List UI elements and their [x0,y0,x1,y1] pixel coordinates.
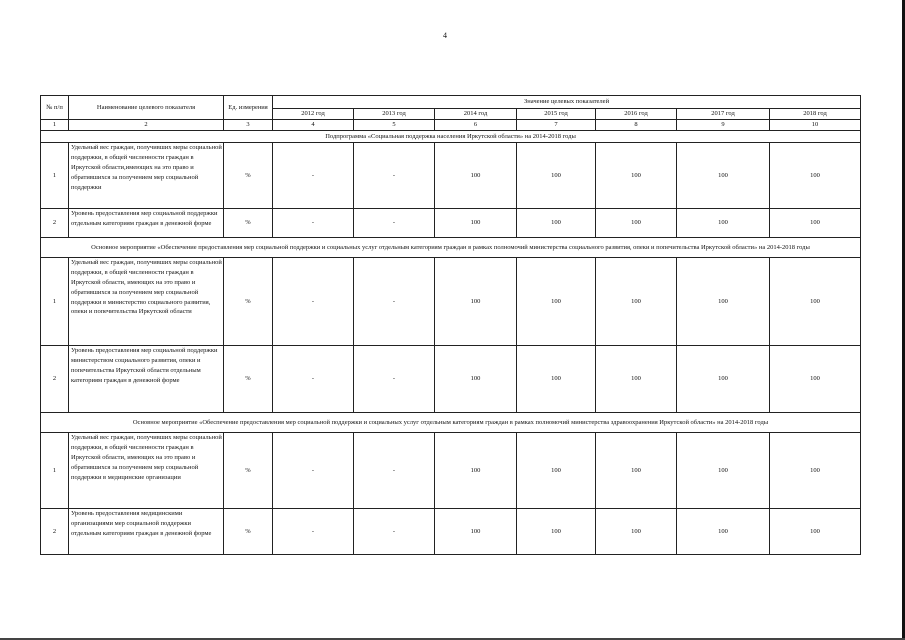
value-cell: 100 [770,258,861,346]
column-number: 3 [224,119,273,130]
header-unit: Ед. измерения [224,96,273,120]
value-cell: 100 [770,509,861,555]
value-cell: 100 [517,209,596,238]
value-cell: 100 [517,346,596,413]
header-name: Наименование целевого показателя [69,96,224,120]
value-cell: 100 [677,143,770,209]
page-number: 4 [443,31,447,40]
value-cell: 100 [517,258,596,346]
header-year: 2014 год [435,109,517,120]
table-row [41,433,861,509]
section-title: Подпрограмма «Социальная поддержка населения Иркутской области» на 2014-2018 годы [41,130,861,143]
value-cell: - [273,433,354,509]
value-cell: - [354,209,435,238]
value-cell: 100 [677,209,770,238]
value-cell: - [354,143,435,209]
value-cell: 100 [435,346,517,413]
indicator-name: Уровень предоставления медицинскими организациями мер социальной поддержки отдельным категориям граждан в денежной форме [69,509,224,555]
table-row [41,258,861,346]
row-number: 1 [41,143,69,209]
target-indicators-table [40,95,861,555]
value-cell: 100 [435,143,517,209]
value-cell: - [273,143,354,209]
value-cell: 100 [677,346,770,413]
value-cell: 100 [435,509,517,555]
value-cell: 100 [596,258,677,346]
value-cell: 100 [435,258,517,346]
row-number: 1 [41,258,69,346]
value-cell: 100 [517,143,596,209]
column-number: 1 [41,119,69,130]
value-cell: 100 [596,143,677,209]
value-cell: 100 [517,433,596,509]
column-number: 6 [435,119,517,130]
value-cell: - [354,433,435,509]
column-number: 9 [677,119,770,130]
indicator-name: Уровень предоставления мер социальной поддержки отдельным категориям граждан в денежной форме [69,209,224,238]
value-cell: 100 [770,209,861,238]
value-cell: 100 [596,209,677,238]
column-number: 2 [69,119,224,130]
indicator-name: Уровень предоставления мер социальной поддержки министерством социального развития, опеки и попечительства Иркутской области отдельным категориям граждан в денежной форме [69,346,224,413]
table-row [41,346,861,413]
row-number: 1 [41,433,69,509]
value-cell: 100 [435,433,517,509]
value-cell: - [273,346,354,413]
row-number: 2 [41,509,69,555]
table-row [41,209,861,238]
value-cell: - [354,258,435,346]
indicator-name: Удельный вес граждан, получивших меры социальной поддержки, в общей численности граждан в Иркутской области, имеющих на это право и обратившихся за получением мер социальной поддержки в медицинские организации [69,433,224,509]
section-title: Основное мероприятие «Обеспечение предоставления мер социальной поддержки и социальных услуг отдельным категориям граждан в рамках полномочий министерства здравоохранения Иркутской области» на 2014-2018 годы [41,413,861,433]
header-num: № п/п [41,96,69,120]
unit-cell: % [224,433,273,509]
header-year: 2017 год [677,109,770,120]
column-number: 10 [770,119,861,130]
value-cell: 100 [770,143,861,209]
value-cell: - [273,258,354,346]
value-cell: 100 [435,209,517,238]
row-number: 2 [41,209,69,238]
header-values-group: Значение целевых показателей [273,96,861,109]
value-cell: 100 [677,258,770,346]
unit-cell: % [224,143,273,209]
header-year: 2015 год [517,109,596,120]
value-cell: - [273,209,354,238]
section-title: Основное мероприятие «Обеспечение предоставления мер социальной поддержки и социальных услуг отдельным категориям граждан в рамках полномочий министерства социального развития, опеки и попечительства Иркутской области» на 2014-2018 годы [41,238,861,258]
value-cell: 100 [596,346,677,413]
value-cell: - [354,509,435,555]
value-cell: 100 [596,509,677,555]
unit-cell: % [224,209,273,238]
value-cell: 100 [770,346,861,413]
value-cell: 100 [677,433,770,509]
header-year: 2018 год [770,109,861,120]
header-year: 2016 год [596,109,677,120]
value-cell: 100 [770,433,861,509]
column-number: 7 [517,119,596,130]
unit-cell: % [224,346,273,413]
indicator-name: Удельный вес граждан, получивших меры социальной поддержки, в общей численности граждан в Иркутской области, имеющих на это право и обратившихся за получением мер социальной поддержки в министерство социального развития, опеки и попечительства Иркутской области [69,258,224,346]
value-cell: - [354,346,435,413]
unit-cell: % [224,258,273,346]
header-year: 2012 год [273,109,354,120]
value-cell: 100 [677,509,770,555]
value-cell: 100 [517,509,596,555]
table-row [41,143,861,209]
unit-cell: % [224,509,273,555]
value-cell: 100 [596,433,677,509]
column-number: 4 [273,119,354,130]
header-year: 2013 год [354,109,435,120]
column-number: 5 [354,119,435,130]
indicator-name: Удельный вес граждан, получивших меры социальной поддержки, в общей численности граждан в Иркутской области,имеющих на это право и обратившихся за получением мер социальной поддержки [69,143,224,209]
column-number: 8 [596,119,677,130]
value-cell: - [273,509,354,555]
row-number: 2 [41,346,69,413]
table-row [41,509,861,555]
